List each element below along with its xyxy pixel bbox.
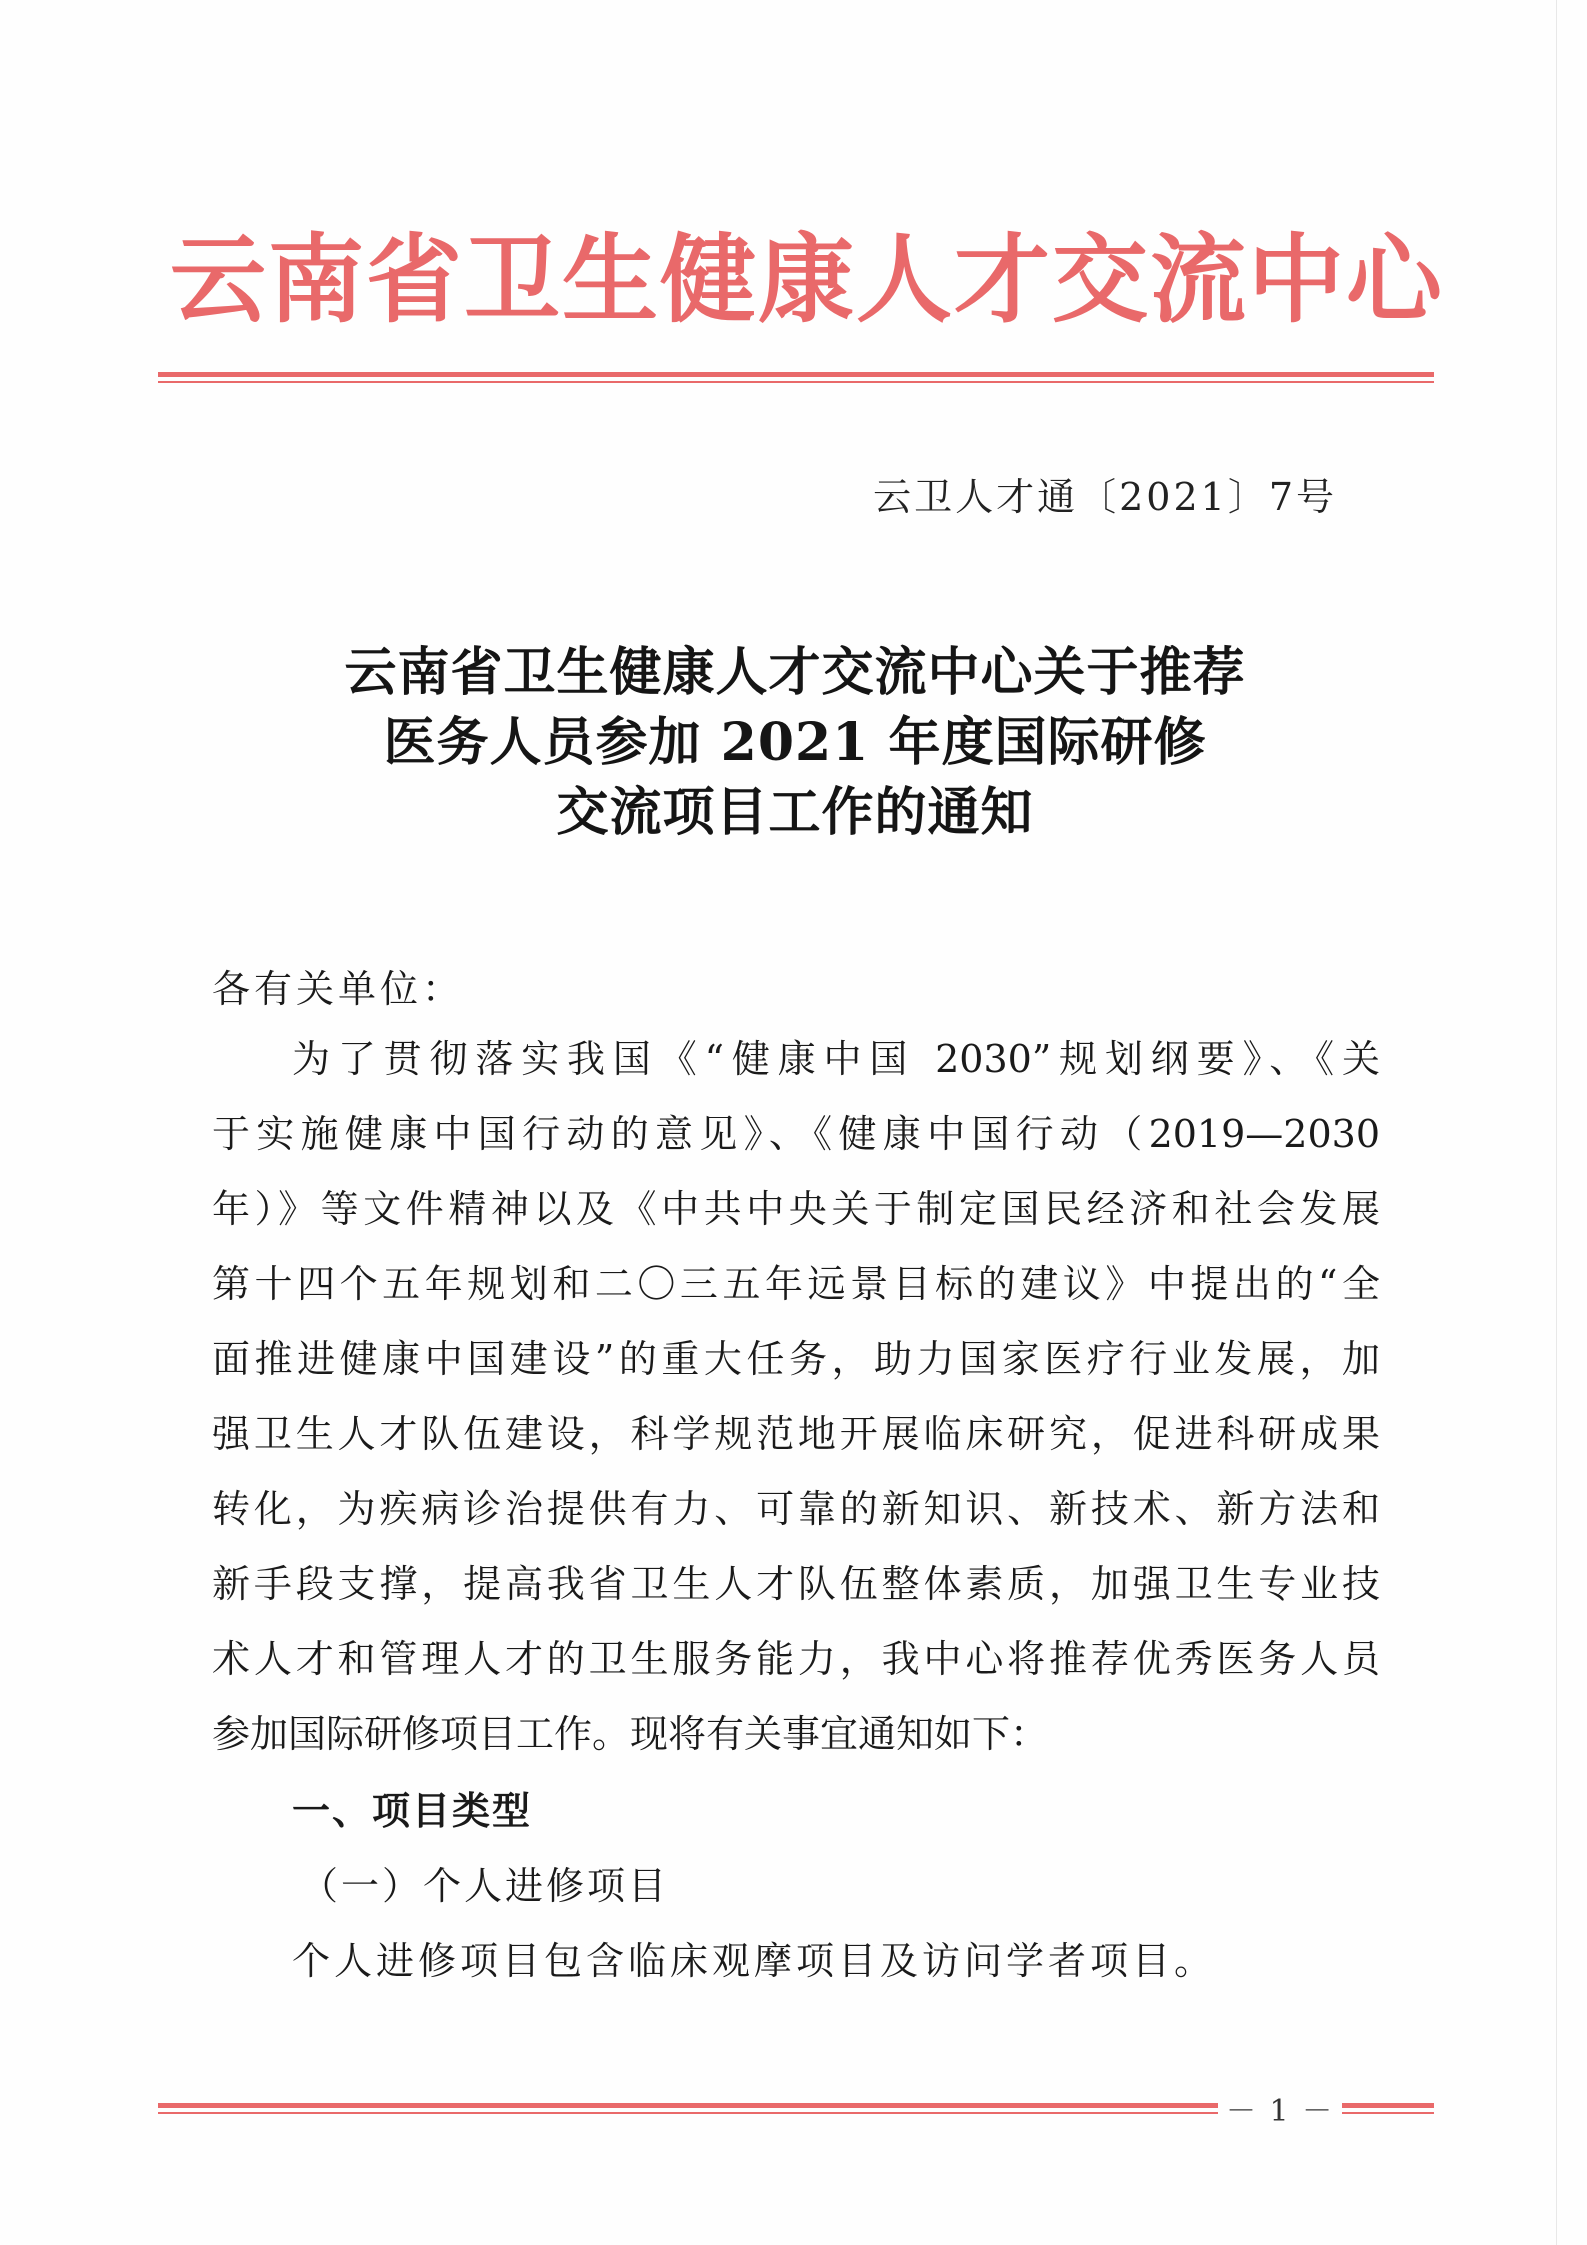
document-number: 云卫人才通〔2021〕7号: [873, 475, 1337, 519]
title-line: 医务人员参加 2021 年度国际研修: [383, 712, 1207, 773]
body-line: 强卫生人才队伍建设，科学规范地开展临床研究，促进科研成果: [212, 1412, 1380, 1456]
body-line: 为了贯彻落实我国《“健康中国 2030”规划纲要》、《关: [292, 1037, 1380, 1081]
rule-thick-line: [158, 372, 1434, 377]
scan-edge-line: [1556, 0, 1557, 2245]
masthead-red-rule: [158, 372, 1434, 383]
body-line: 年）》等文件精神以及《中共中央关于制定国民经济和社会发展: [212, 1187, 1380, 1231]
body-line: 面推进健康中国建设”的重大任务，助力国家医疗行业发展，加: [212, 1337, 1380, 1381]
title-line: 交流项目工作的通知: [556, 782, 1034, 843]
body-line: 新手段支撑，提高我省卫生人才队伍整体素质，加强卫生专业技: [212, 1562, 1380, 1606]
notice-title: [160, 638, 1430, 848]
body-line: 第十四个五年规划和二〇三五年远景目标的建议》中提出的“全: [212, 1262, 1380, 1306]
salutation: 各有关单位：: [212, 967, 465, 1011]
body-line: 于实施健康中国行动的意见》、《健康中国行动（2019—2030: [212, 1112, 1380, 1156]
subsection-body: 个人进修项目包含临床观摩项目及访问学者项目。: [292, 1939, 1217, 1983]
rule-thin-line: [158, 381, 1434, 383]
masthead-title: 云南省卫生健康人才交流中心: [170, 223, 1444, 336]
body-line: 参加国际研修项目工作。现将有关事宜通知如下：: [212, 1712, 1049, 1756]
subsection-heading: （一）个人进修项目: [300, 1864, 670, 1908]
body-line: 转化，为疾病诊治提供有力、可靠的新知识、新技术、新方法和: [212, 1487, 1380, 1531]
body-paragraph: [212, 1022, 1380, 1772]
title-line: 云南省卫生健康人才交流中心关于推荐: [344, 642, 1246, 703]
section-heading: 一、项目类型: [292, 1788, 533, 1833]
body-line: 术人才和管理人才的卫生服务能力，我中心将推荐优秀医务人员: [212, 1637, 1380, 1681]
page-number: － 1 －: [1218, 2086, 1342, 2130]
